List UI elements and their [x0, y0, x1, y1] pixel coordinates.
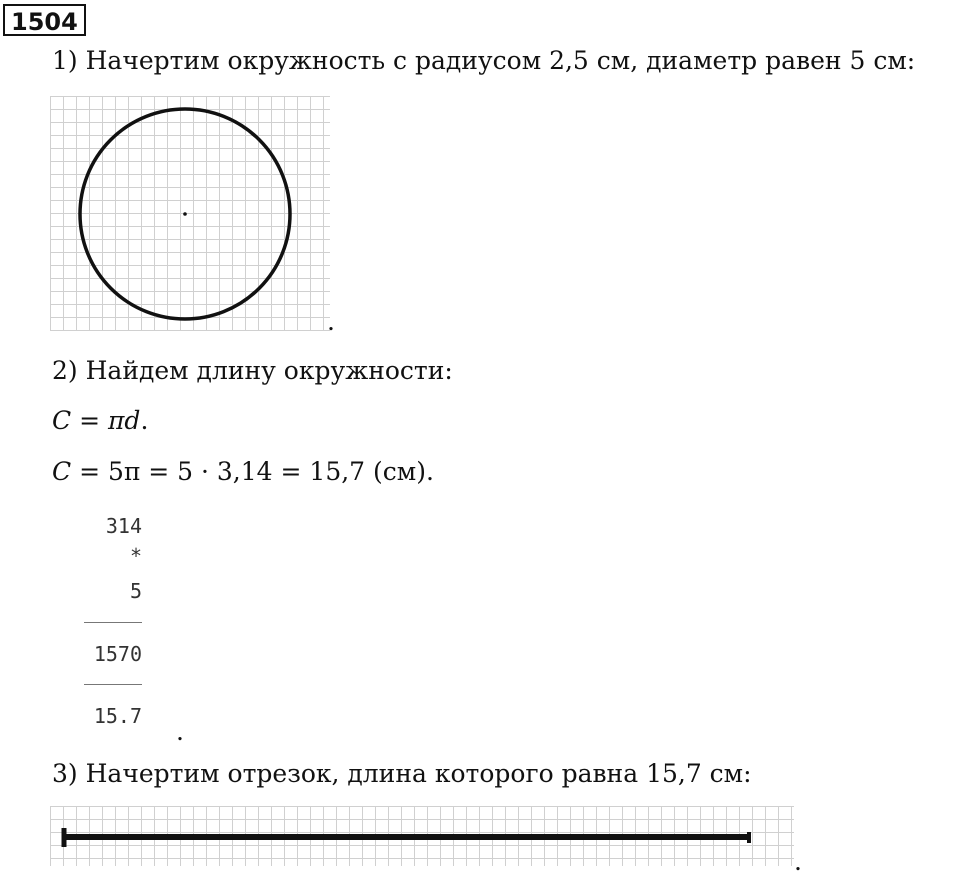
calc-operator: * — [129, 544, 142, 568]
formula-pi-symbol: π — [107, 406, 125, 435]
step2-text: 2) Найдем длину окружности: — [52, 356, 453, 385]
formula-d-symbol: d — [124, 406, 141, 435]
figure1-period: . — [327, 307, 335, 336]
formula2-c-symbol: C — [52, 457, 72, 486]
formula-period: . — [140, 406, 149, 435]
calc-period: . — [176, 717, 184, 746]
segment-figure — [50, 806, 796, 868]
figure2-period: . — [794, 847, 802, 876]
formula-circumference — [52, 405, 148, 437]
calc-result: 15.7 — [93, 704, 142, 728]
formula-equals: = — [71, 406, 108, 435]
calc-rule-1 — [84, 622, 142, 623]
step3-text: 3) Начертим отрезок, длина которого равна 15,7 см: — [52, 759, 752, 788]
circle-center-point — [183, 212, 187, 216]
circle-grid — [50, 96, 330, 331]
formula-calculation — [52, 456, 434, 488]
step1-text: 1) Начертим окружность с радиусом 2,5 см, диаметр равен 5 см: — [52, 46, 916, 75]
task-number: 1504 — [3, 4, 86, 36]
circle-figure — [50, 96, 332, 332]
calc-rule-2 — [84, 684, 142, 685]
formula2-rest: = 5π = 5 · 3,14 = 15,7 (см). — [71, 457, 434, 486]
calc-operand2: 5 — [129, 579, 142, 603]
formula-c-symbol: C — [52, 406, 72, 435]
calc-operand1: 314 — [105, 514, 142, 538]
calc-product: 1570 — [93, 642, 142, 666]
